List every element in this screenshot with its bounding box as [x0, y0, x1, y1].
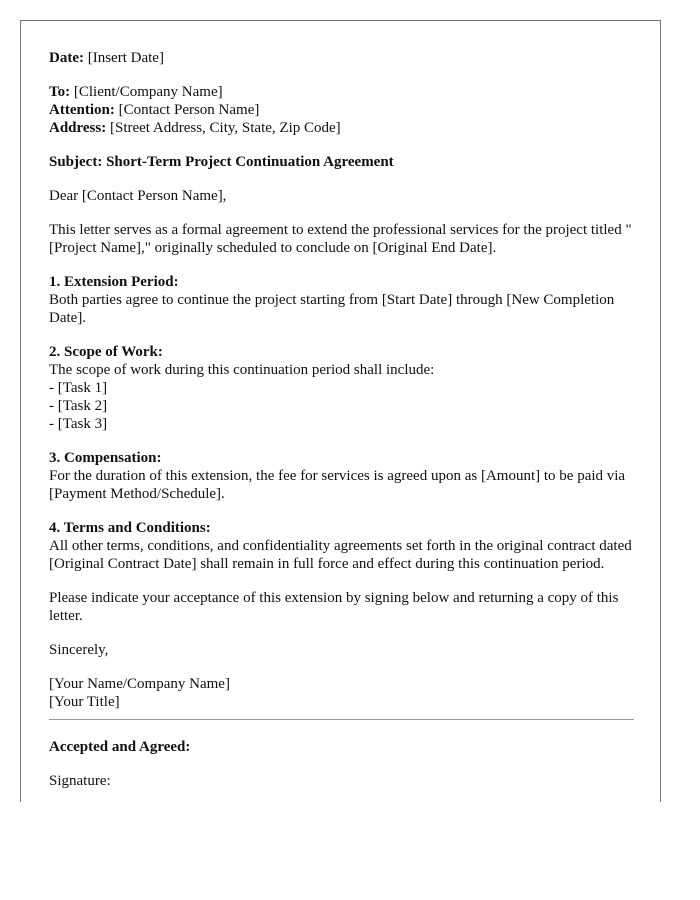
section-terms-and-conditions [49, 519, 634, 573]
to-line [49, 83, 634, 101]
signer-title: [Your Title] [49, 694, 120, 710]
list-item: - [Task 3] [49, 416, 108, 432]
letter-page [20, 20, 661, 802]
date-line [49, 49, 634, 67]
address-value: [Street Address, City, State, Zip Code] [109, 120, 341, 136]
subject-value: Short-Term Project Continuation Agreement [106, 154, 394, 170]
section-heading: 1. Extension Period: [49, 274, 179, 290]
section-body: All other terms, conditions, and confidentiality agreements set forth in the original contract dated [Original Contract Date] shall remain in full force and effect during this continuation period. [49, 538, 632, 572]
to-label: To: [49, 84, 71, 100]
section-body: For the duration of this extension, the fee for services is agreed upon as [Amount] to be paid via [Payment Method/Schedule]. [49, 468, 626, 502]
list-item: - [Task 1] [49, 380, 108, 396]
signer-name: [Your Name/Company Name] [49, 676, 230, 692]
section-extension-period [49, 273, 634, 327]
attention-label: Attention: [49, 102, 115, 118]
date-label: Date: [49, 50, 84, 66]
acceptance-heading: Accepted and Agreed: [49, 739, 191, 755]
section-body: The scope of work during this continuation period shall include: [49, 362, 435, 378]
attention-value: [Contact Person Name] [118, 102, 260, 118]
signature-label: Signature: [49, 773, 111, 789]
section-heading: 3. Compensation: [49, 450, 162, 466]
section-heading: 2. Scope of Work: [49, 344, 163, 360]
intro-paragraph: This letter serves as a formal agreement to extend the professional services for the project titled "[Project Name]," originally scheduled to conclude on [Original End Date]. [49, 222, 632, 256]
closing-request: Please indicate your acceptance of this extension by signing below and returning a copy of this letter. [49, 590, 619, 624]
list-item: - [Task 2] [49, 398, 108, 414]
section-body: Both parties agree to continue the project starting from [Start Date] through [New Completion Date]. [49, 292, 615, 326]
subject-line [49, 153, 634, 171]
section-scope-of-work [49, 343, 634, 433]
section-compensation [49, 449, 634, 503]
subject-label: Subject: [49, 154, 103, 170]
to-value: [Client/Company Name] [73, 84, 223, 100]
address-line [49, 119, 634, 137]
section-heading: 4. Terms and Conditions: [49, 520, 211, 536]
divider [49, 719, 634, 720]
valediction: Sincerely, [49, 642, 109, 658]
attention-line [49, 101, 634, 119]
address-label: Address: [49, 120, 107, 136]
greeting: Dear [Contact Person Name], [49, 188, 227, 204]
letter-content [49, 49, 634, 790]
date-value: [Insert Date] [87, 50, 164, 66]
